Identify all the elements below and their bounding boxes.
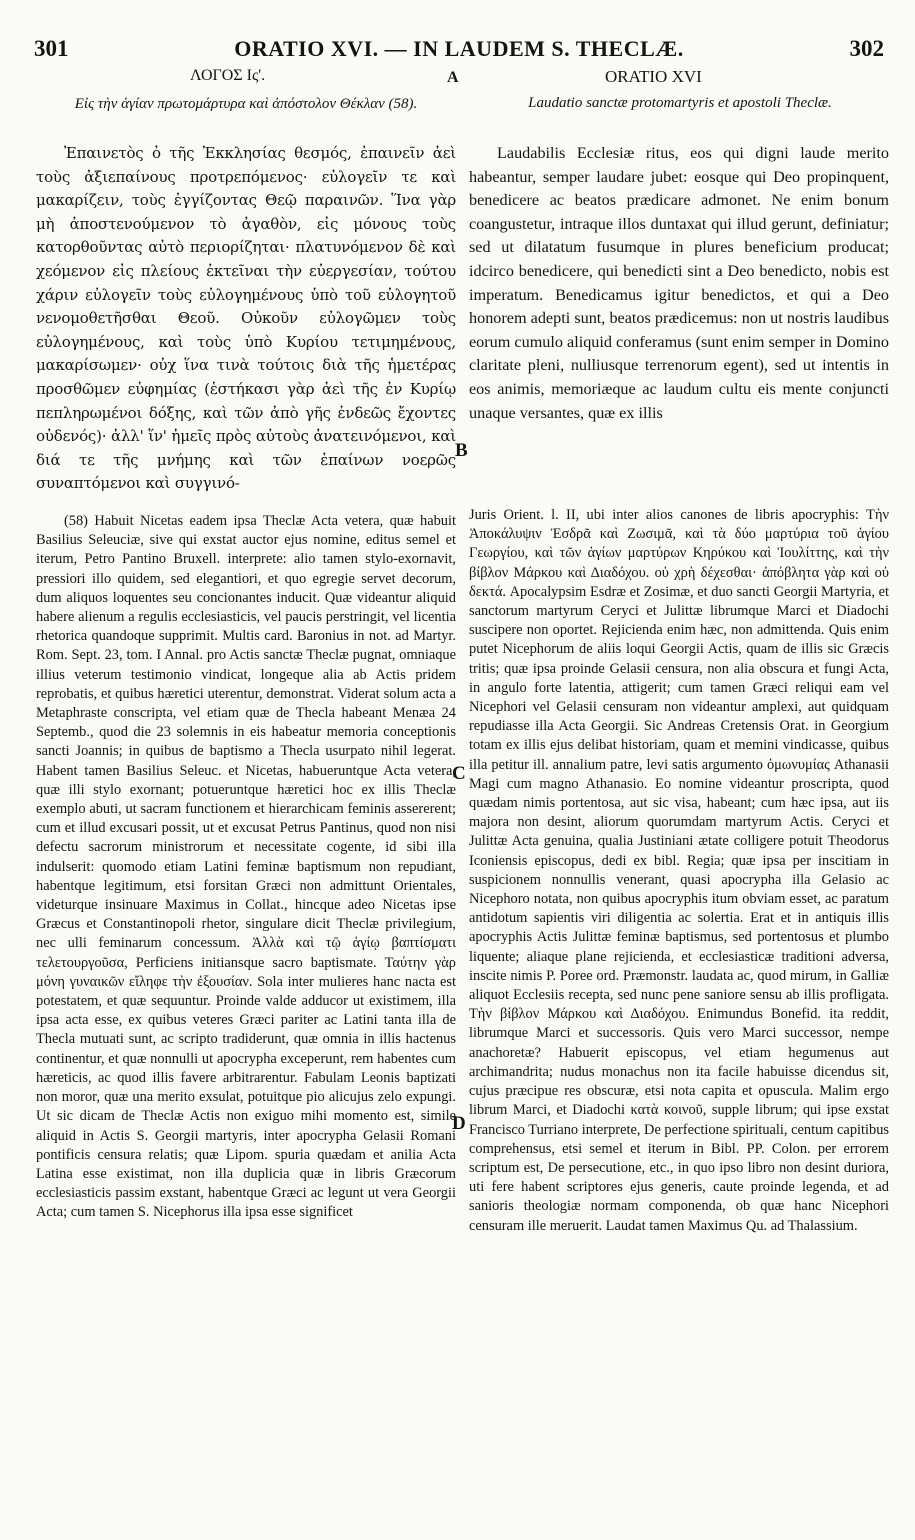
margin-marker-c: C (452, 763, 466, 784)
section-letter-a: A (447, 69, 459, 86)
latin-oration-number: ORATIO XVI (605, 67, 702, 86)
footnote-continuation: Juris Orient. l. II, ubi inter alios canones de libris apocryphis: Τὴν Ἀποκάλυψιν Ἐσδρᾶ καὶ Ζωσιμᾶ, καὶ τὰ δύο μαρτύρια τοῦ ἁγίου Γεωργίου, καὶ τῶν ἁγίων μαρτύρων Κηρύκου καὶ Ἰουλίττης, καὶ τὴν βίβλον Μάρκου καὶ Διαδόχου. οὐ χρὴ δέχεσθαι· ἀπόβλητα γὰρ καὶ οὐ δεκτά. Apocalypsim Esdræ et Zosimæ, et duo sancti Georgii Martyria, et sanctorum martyrum Ceryci et Julittæ librumque Marci et Diadochi suscipere non oportet. Rejicienda enim hæc, non admittenda. Quis enim putet Nicephorum de aliis loqui Georgii Actis, quam de illis sic Græcis tritis; quæ ipsa proinde Gelasii censura, non alia obscura et fungi Acta, in angulo forte latentia, attigerit; cum tamen Græci reliqui eam vel Nicephori vel Gelasii censuram non videantur amplexi, aut quidquam repudiasse illa Acta Georgii. Sic Andreas Cretensis Orat. in Georgium totam ex illis ejus delibat historiam, quam et memini vindicasse, quibus illa petitur ill. annalium patre, levi satis argumento ὁμωνυμίας Athanasii Magi cum magno Athanasio. Eo nomine videantur proscripta, quod quædam nimis portentosa, aut sic visa, habeant; cum hæc ipsa, aut iis majora non desint, aliorum quorumdam martyrum Actis. Ceryci et Julittæ Acta genuina, qualia Justiniani ætate colligere potuit Theodorus Iconiensis episcopus, dedi ex bibl. Regia; quæ ipsa per inscitiam in suspicionem nonnullis venerant, quasi apocrypha illa Gelasio ac Nicephoro notata, non quibus apocryphis itum obviam esset, ac paratum antidotum sapientis viri diligentia ac solertia. Erat et in antiquis illis apocryphis Actis Julittæ feminæ baptismus, sed portentosus et plumbo liquente; aliaque plane rejicienda, et ecclesiasticæ traditioni adversa, inscite nimis P. Poree ord. Præmonstr. laudata ac, quod mirum, in Galliæ aliquot Ecclesiis recepta, sed nunc pene saniore sensu ab illis profligata. Τὴν βίβλον Μάρκου καὶ Διαδόχου. Enimundus Bonefid. ita reddit, librumque Marci et successoris. Quis vero Marci successor, nempe anachoretæ? Habuerit episcopus, vel etiam hegumenus aut archimandrita; nudus monachus non ita facile habuisse dicendus sit, cujus præcipue res obscuræ, etsi nota capita et opuscula. Malim ergo librum Marci, et Diadochi κατὰ κοινοῦ, supple librum; qui ipse exstat Francisco Turriano interprete, De perfectione spirituali, centum capitibus comprehensus, etsi semel et iterum in Bibl. PP. Colon. per errorem scriptum est, De persecutione, etc., in quo ipso libro non desint duriora, uti fere habent scriptores ejus generis, caute proinde legenda, et ad sanioris theologiæ normam componenda, ob quæ hanc Nicephori censuram ille meruerit. Laudat tamen Maximus Qu. ad Thalassium. (469, 507, 890, 1234)
margin-marker-d: D (452, 1113, 466, 1134)
footnote-58: (58) Habuit Nicetas eadem ipsa Theclæ Acta vetera, quæ habuit Basilius Seleuciæ, sive qui exstat auctor ejus nomine, editus semel et iterum, Petro Pantino Bruxell. interprete: alio tamen stylo-exornavit, pressiori illo quidem, sed elegantiori, et quo egregie servet decorum, dum aliquos loquentes seu concionantes inducit. Quæ videantur aliquid habere alienum a regulis ecclesiasticis, vel paucis perstringit, vel licentia rhetorica quandoque supprimit. Multis card. Baronius in not. ad Martyr. Rom. Sept. 23, tom. I Annal. pro Actis sanctæ Theclæ pugnat, omniaque illius veterum testimonio vindicat, longeque alia ab Actis pridem reprobatis, et quibus hæretici uterentur, demonstrat. Viderat solum acta a Metaphraste conscripta, vel etiam quæ de Thecla habeant Menæa 24 Septemb., quod die 23 solemnis in eis habeatur memoria conceptionis sancti Joannis; in quibus de baptismo a Thecla usurpato nihil legerat. Habent tamen Basilius Seleuc. et Nicetas, habueruntque Acta vetera, quæ illi stylo exornant; potueruntque hæretici hoc ex illis Theclæ exemplo abuti, ut sacram functionem et hierarchicam feminis assererent; cum et illud excusari possit, ut et excusat Petrus Pantinus, quod non nisi defectu sacrorum ministrorum et necessitate cogente, id sibi illa indulserit: quomodo etiam Latini feminæ baptismum non repudiant, habentque legitimum, etsi forsitan Græci non admittunt Orientales, videturque insinuare Maximus in Collat., hincque adeo Nicetas ipse Græcus et Constantinopoli rhetor, singulare dicit Theclæ privilegium, nec ulli feminarum concessum. Ἀλλὰ καὶ τῷ ἁγίῳ βαπτίσματι τελετουργοῦσα, Perficiens initiansque sacro baptismate. Ταύτην γὰρ μόνη γυναικῶν εἴληφε τὴν ἐξουσίαν. Sola inter mulieres hanc nacta est potestatem, et quæ sequuntur. Proinde valde adducor ut existimem, illa ipsa acta esse, ex quibus veteres Græci pariter ac Latini tanta illa de Thecla mutuati sunt, ac scripto tradiderunt, quæ omnia in illis hactenus continentur, et quæ nonnulli ut apocrypha exceperunt, rem habentes cum hæreticis, ac quod illis favere arbitrarentur. Fabulam Leonis baptizati non moror, quæ una merito exsulat, potuitque pio alicujus zelo expungi. Ut sic dicam de Theclæ Actis non exiguo mihi momento est, simile aliquid in Actis S. Georgii martyris, inter apocrypha Gelasii Romani pontificis censura relatis; quæ Lipom. spuria quædam et anilia Acta Latina esse existimat, non illa duplicia quæ in libris Græcorum ecclesiasticis passim exstant, habentque Græci ac legunt ut vera Georgii Acta; cum tamen S. Nicephorus illa ipsa esse significet (36, 513, 456, 1221)
footnote-left-column (36, 512, 456, 1223)
page-number-right: 302 (849, 36, 884, 61)
greek-title: Εἰς τὴν ἁγίαν πρωτομάρτυρα καὶ ἀπόστολον Θέκλαν (58). (74, 96, 418, 112)
greek-oration-number: ΛΟΓΟΣ Ις'. (190, 67, 266, 84)
running-title: ORATIO XVI. — IN LAUDEM S. THECLÆ. (234, 36, 684, 61)
margin-marker-b: B (455, 440, 468, 461)
latin-title: Laudatio sanctæ protomartyris et apostoli Theclæ. (528, 95, 832, 111)
greek-paragraph: Ἐπαινετὸς ὁ τῆς Ἐκκλησίας θεσμός, ἐπαινεῖν ἀεὶ τοὺς ἀξιεπαίνους προτρεπόμενος· εὐλογεῖν τε καὶ μακαρίζειν, τοὺς ἐγγίζοντας Θεῷ παραινῶν. Ἵνα γὰρ μὴ ἀποστενούμενον τὸ ἀγαθὸν, εἰς μόνους τοὺς κατορθοῦντας αὐτὸ περιορίζηται· πλατυνόμενον δὲ καὶ χεόμενον εἰς πλείους ἐκτεῖναι τὴν εὐεργεσίαν, τούτου χάριν εὐλογεῖν τοὺς εὐλογημένους ὑπὸ τοῦ εὐλογητοῦ νενομοθετῆσθαι Θεοῦ. Οὐκοῦν εὐλογῶμεν τοὺς εὐλογημένους, καὶ τοὺς ὑπὸ Κυρίου τετιμημένους, μακαρίσωμεν· οὐχ ἵνα τινὰ τούτοις διὰ τῆς ἡμετέρας προσθῶμεν εὐφημίας (ἑστήκασι γὰρ ἀεὶ τῆς ἐν Κυρίῳ πεπληρωμένοι δόξης, καὶ τῶν ἀπὸ γῆς ἐνδεῶς ἔχοντες οὐδενός)· ἀλλ' ἵν' ἡμεῖς πρὸς αὐτοὺς ἀνατεινόμενοι, καὶ διά τε τῆς μνήμης καὶ τῶν ἐπαίνων νοερῶς συναπτόμενοι καὶ συγγινό- (36, 144, 456, 493)
page-number-left: 301 (34, 36, 69, 61)
footnote-right-column (469, 506, 889, 1236)
greek-text-column (36, 142, 456, 496)
running-header (34, 36, 884, 66)
latin-text-column (469, 142, 889, 425)
latin-paragraph: Laudabilis Ecclesiæ ritus, eos qui digni laude merito habeantur, semper laudare jubet: eosque qui Deo propinquent, benedicere ac beatos prædicare admonet. Ne enim bonum coangustetur, intraque illos duntaxat qui illud gerunt, definiatur; sed ut dilatatum fusumque in plures beneficium producat; idcirco benedicere, qui benedicti sint a Deo benedicto, nobis est imperatum. Benedicamus igitur benedictos, et qui a Deo honorem adepti sunt, beatos prædicemus: non ut nostris laudibus eorum cumulo aliquid conferamus (sunt enim semper in Domino claritate pleni, nulliusque terrenorum egent), sed ut intentis in eos animis, memoriæque ac laudum cultu eis mente conjuncti unaque versantes, quæ ex illis (469, 144, 889, 422)
